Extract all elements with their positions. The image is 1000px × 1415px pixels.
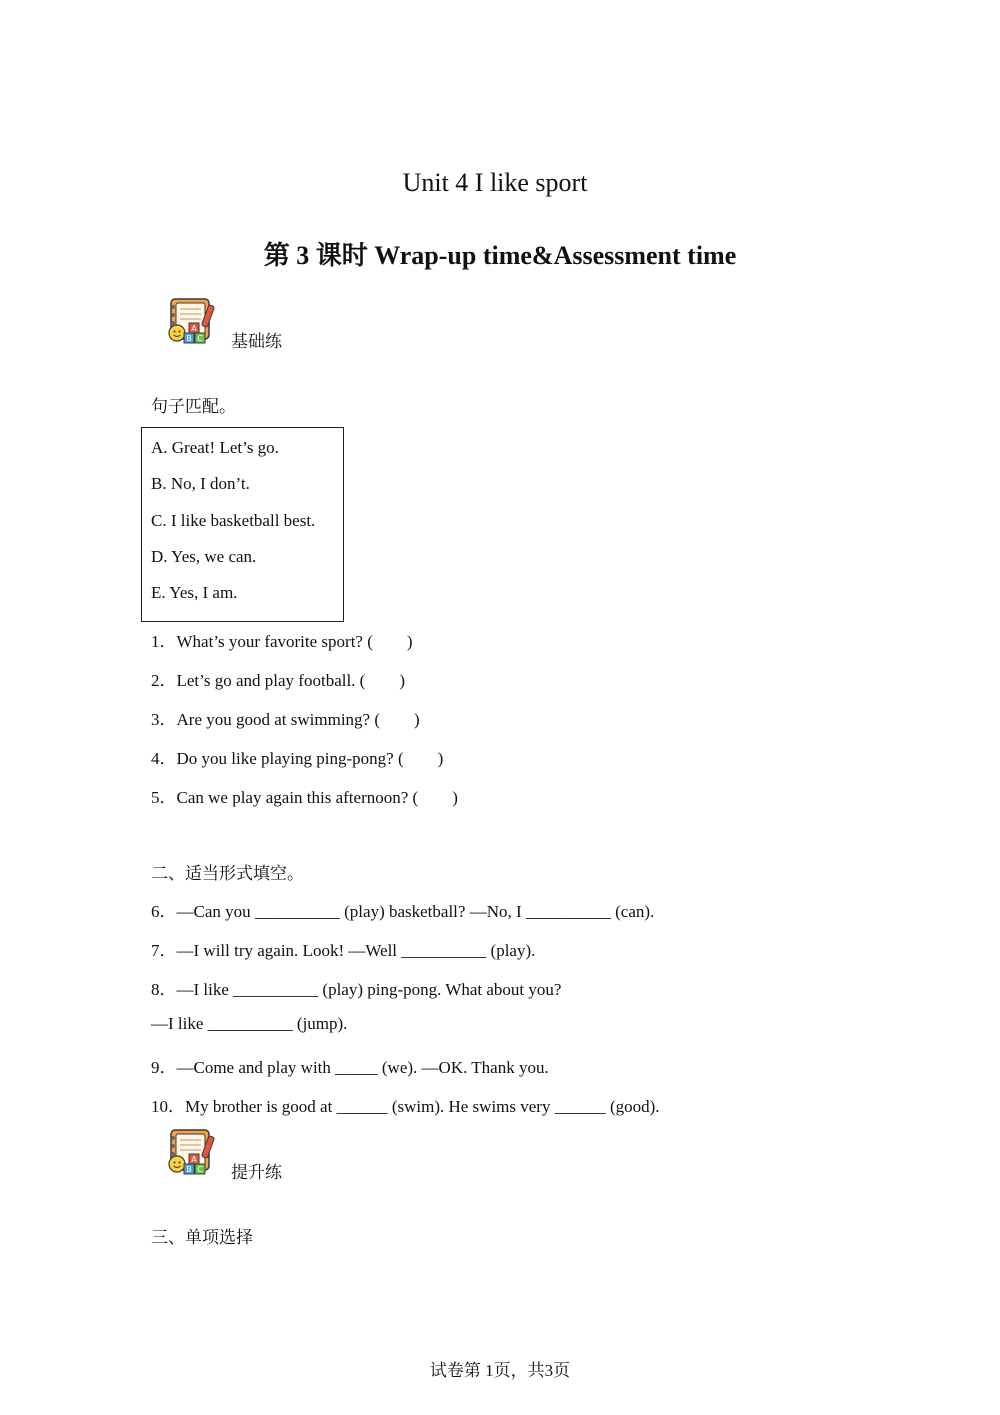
question-2: 2．Let’s go and play football. ( ) bbox=[151, 671, 406, 690]
notebook-abc-blocks-icon bbox=[167, 1128, 215, 1176]
notebook-abc-blocks-icon bbox=[167, 297, 215, 345]
option-e: E. Yes, I am. bbox=[151, 583, 238, 602]
svg-text:A: A bbox=[191, 324, 197, 333]
page-footer: 试卷第 1页，共3页 bbox=[429, 1361, 571, 1380]
question-4: 4．Do you like playing ping-pong? ( ) bbox=[151, 749, 444, 768]
lesson-subtitle: 第 3 课时 Wrap-up time&Assessment time bbox=[263, 241, 737, 270]
section-advanced-label: 提升练 bbox=[231, 1163, 282, 1183]
question-9: 9．—Come and play with _____ (we). —OK. Thank you. bbox=[151, 1058, 549, 1077]
option-a: A. Great! Let’s go. bbox=[151, 438, 279, 457]
question-7: 7．—I will try again. Look! —Well __________ (play). bbox=[151, 941, 536, 960]
document-title: Unit 4 I like sport bbox=[402, 168, 588, 197]
question-1: 1．What’s your favorite sport? ( ) bbox=[151, 632, 413, 651]
svg-text:C: C bbox=[197, 1165, 203, 1174]
question-8-answer-line: —I like __________ (jump). bbox=[151, 1014, 348, 1033]
svg-text:A: A bbox=[191, 1155, 197, 1164]
part1-heading: 句子匹配。 bbox=[151, 397, 236, 417]
svg-text:C: C bbox=[197, 334, 203, 343]
option-b: B. No, I don’t. bbox=[151, 474, 250, 493]
question-6: 6．—Can you __________ (play) basketball? —No, I __________ (can). bbox=[151, 902, 655, 921]
option-d: D. Yes, we can. bbox=[151, 547, 257, 566]
question-8: 8．—I like __________ (play) ping-pong. What about you? bbox=[151, 980, 562, 999]
section-basic-label: 基础练 bbox=[231, 332, 282, 352]
svg-text:B: B bbox=[186, 1165, 192, 1174]
option-c: C. I like basketball best. bbox=[151, 511, 316, 530]
question-3: 3．Are you good at swimming? ( ) bbox=[151, 710, 420, 729]
part2-heading: 二、适当形式填空。 bbox=[151, 864, 304, 884]
question-10: 10．My brother is good at ______ (swim). He swims very ______ (good). bbox=[151, 1097, 660, 1116]
part3-heading: 三、单项选择 bbox=[151, 1228, 253, 1248]
svg-text:B: B bbox=[186, 334, 192, 343]
section-basic-practice bbox=[167, 297, 287, 352]
section-advanced-practice bbox=[167, 1128, 287, 1183]
question-5: 5．Can we play again this afternoon? ( ) bbox=[151, 788, 458, 807]
